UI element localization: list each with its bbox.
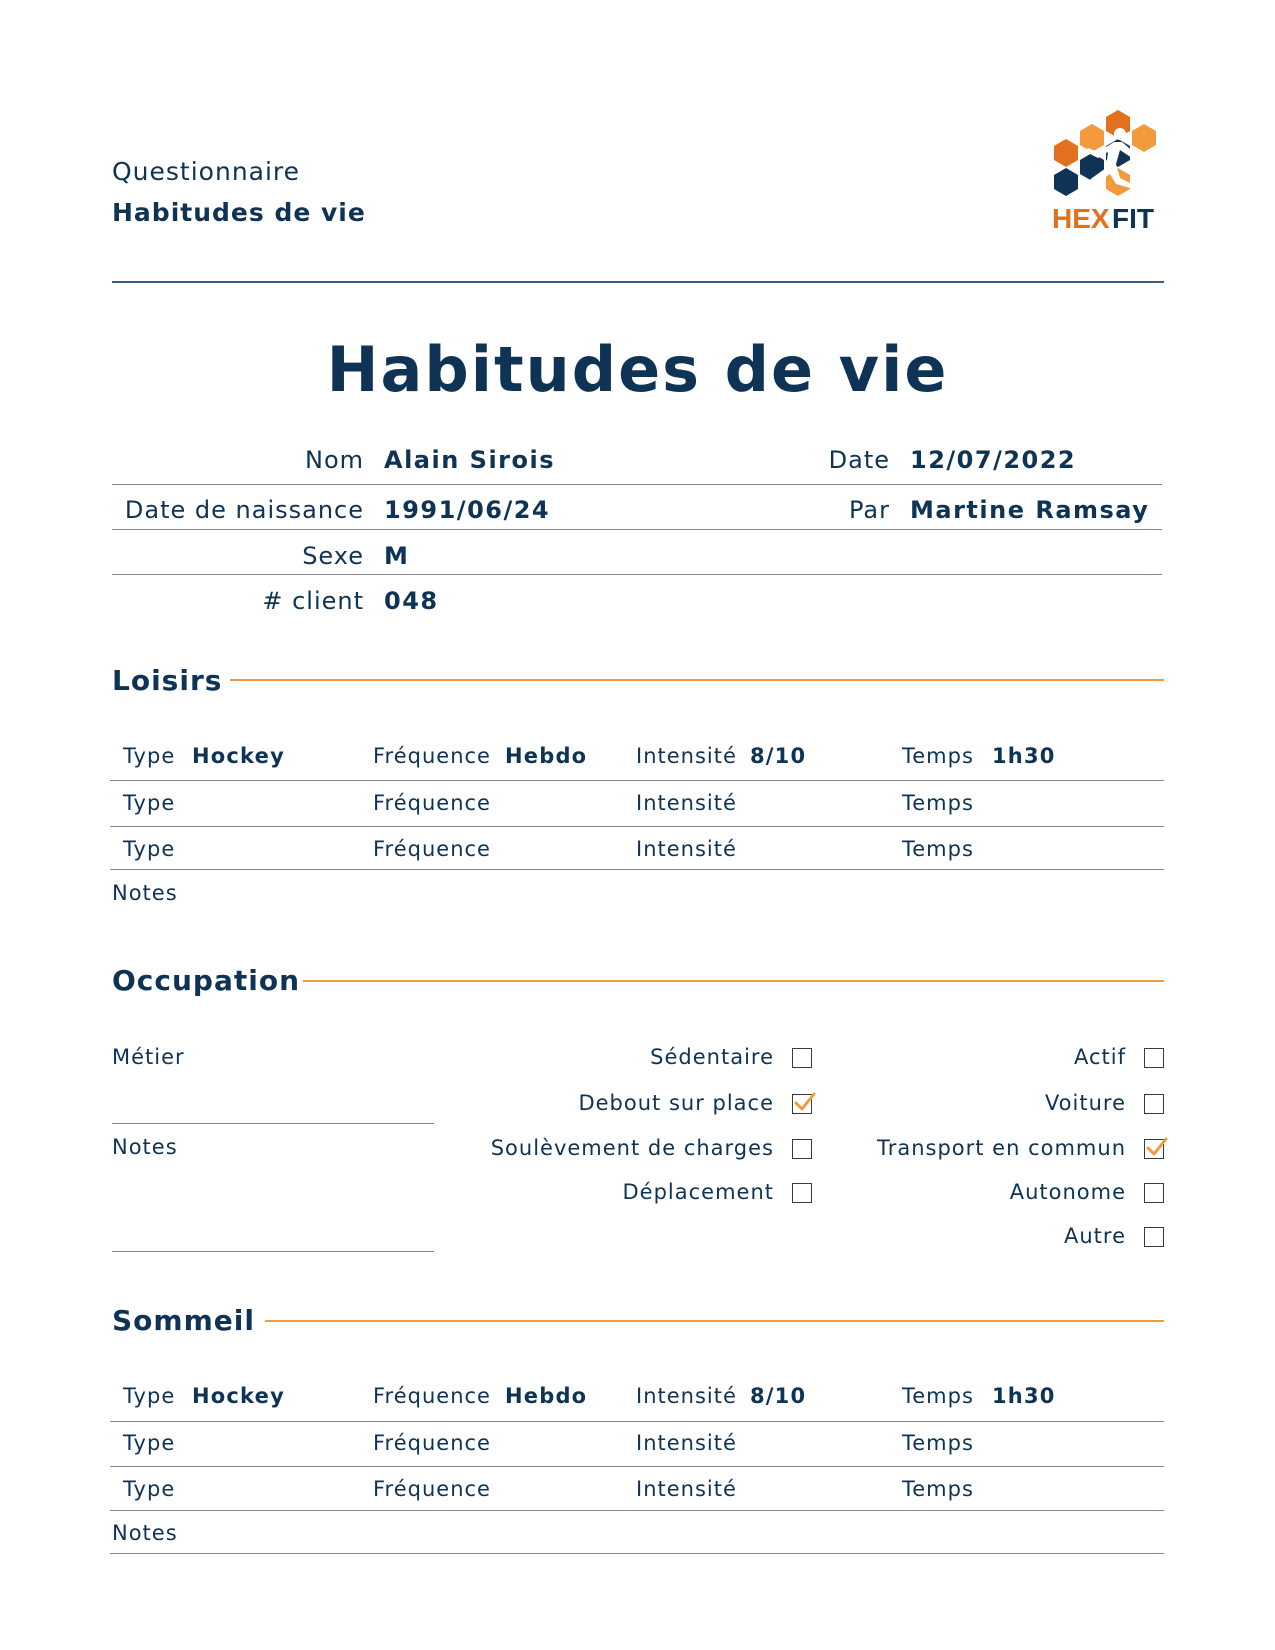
type-label: Type <box>123 744 176 768</box>
checkbox-label-autre: Autre <box>1063 1224 1126 1248</box>
naissance-label: Date de naissance <box>124 496 364 524</box>
par-value[interactable]: Martine Ramsay <box>910 496 1150 524</box>
intensite-value[interactable]: 8/10 <box>750 1384 807 1408</box>
notes-label: Notes <box>112 1521 178 1545</box>
frequence-label: Fréquence <box>373 1431 491 1455</box>
type-label: Type <box>123 837 176 861</box>
temps-label: Temps <box>902 1431 974 1455</box>
row-divider <box>110 780 1164 781</box>
temps-value[interactable]: 1h30 <box>992 744 1056 768</box>
frequence-label: Fréquence <box>373 744 491 768</box>
par-label: Par <box>849 496 890 524</box>
date-label: Date <box>828 446 890 474</box>
checkbox-autonome[interactable] <box>1144 1183 1164 1203</box>
checkbox-label-transport: Transport en commun <box>876 1136 1126 1160</box>
section-title-loisirs: Loisirs <box>112 664 223 697</box>
client-number-value[interactable]: 048 <box>384 587 439 615</box>
type-label: Type <box>123 791 176 815</box>
section-title-occupation: Occupation <box>112 964 301 997</box>
frequence-value[interactable]: Hebdo <box>505 1384 588 1408</box>
page-title: Habitudes de vie <box>326 333 949 406</box>
hexfit-logo <box>1048 108 1170 234</box>
header-divider <box>112 281 1164 283</box>
naissance-value[interactable]: 1991/06/24 <box>384 496 551 524</box>
checkbox-label-autonome: Autonome <box>1009 1180 1126 1204</box>
checkbox-autre[interactable] <box>1144 1227 1164 1247</box>
frequence-label: Fréquence <box>373 791 491 815</box>
row-divider <box>110 1510 1164 1511</box>
temps-label: Temps <box>902 837 974 861</box>
row-divider <box>110 1553 1164 1554</box>
intensite-label: Intensité <box>636 837 737 861</box>
intensite-label: Intensité <box>636 1431 737 1455</box>
temps-label: Temps <box>902 791 974 815</box>
frequence-value[interactable]: Hebdo <box>505 744 588 768</box>
section-rule <box>303 980 1164 982</box>
checkbox-transport-en-commun[interactable] <box>1144 1139 1164 1159</box>
logo-text-fit: FIT <box>1112 203 1154 234</box>
date-value[interactable]: 12/07/2022 <box>910 446 1077 474</box>
frequence-label: Fréquence <box>373 837 491 861</box>
frequence-label: Fréquence <box>373 1477 491 1501</box>
type-label: Type <box>123 1477 176 1501</box>
row-divider <box>110 1421 1164 1422</box>
checkbox-voiture[interactable] <box>1144 1094 1164 1114</box>
temps-value[interactable]: 1h30 <box>992 1384 1056 1408</box>
checkbox-sedentaire[interactable] <box>792 1048 812 1068</box>
checkbox-label-voiture: Voiture <box>1044 1091 1126 1115</box>
row-divider <box>110 869 1164 870</box>
checkbox-soulevement-de-charges[interactable] <box>792 1139 812 1159</box>
checkmark-icon <box>792 1090 816 1114</box>
logo-text-hex: HEX <box>1052 203 1110 234</box>
type-label: Type <box>123 1431 176 1455</box>
checkbox-label-deplacement: Déplacement <box>622 1180 774 1204</box>
metier-label: Métier <box>112 1045 185 1069</box>
section-title-sommeil: Sommeil <box>112 1304 255 1337</box>
checkbox-deplacement[interactable] <box>792 1183 812 1203</box>
checkbox-label-soulevement: Soulèvement de charges <box>490 1136 774 1160</box>
info-divider <box>112 574 1162 575</box>
header-subtitle: Questionnaire <box>112 157 301 186</box>
temps-label: Temps <box>902 744 974 768</box>
row-divider <box>110 826 1164 827</box>
notes-label: Notes <box>112 881 178 905</box>
checkbox-label-debout: Debout sur place <box>578 1091 774 1115</box>
occupation-notes-label: Notes <box>112 1135 178 1159</box>
section-rule <box>230 679 1164 681</box>
type-label: Type <box>123 1384 176 1408</box>
checkbox-actif[interactable] <box>1144 1048 1164 1068</box>
temps-label: Temps <box>902 1384 974 1408</box>
info-divider <box>112 529 1162 530</box>
intensite-label: Intensité <box>636 1384 737 1408</box>
type-value[interactable]: Hockey <box>192 744 285 768</box>
checkbox-debout-sur-place[interactable] <box>792 1094 812 1114</box>
intensite-label: Intensité <box>636 791 737 815</box>
metier-field-line[interactable] <box>112 1123 434 1124</box>
checkbox-label-actif: Actif <box>1073 1045 1126 1069</box>
intensite-label: Intensité <box>636 744 737 768</box>
info-divider <box>112 484 1162 485</box>
intensite-label: Intensité <box>636 1477 737 1501</box>
section-rule <box>265 1320 1164 1322</box>
type-value[interactable]: Hockey <box>192 1384 285 1408</box>
row-divider <box>110 1466 1164 1467</box>
notes-field-line[interactable] <box>112 1251 434 1252</box>
header-title: Habitudes de vie <box>112 198 366 227</box>
sexe-label: Sexe <box>302 542 364 570</box>
client-number-label: # client <box>262 587 364 615</box>
frequence-label: Fréquence <box>373 1384 491 1408</box>
sexe-value[interactable]: M <box>384 542 410 570</box>
intensite-value[interactable]: 8/10 <box>750 744 807 768</box>
checkmark-icon <box>1144 1135 1168 1159</box>
temps-label: Temps <box>902 1477 974 1501</box>
checkbox-label-sedentaire: Sédentaire <box>650 1045 774 1069</box>
hexagon-runner-logo-icon <box>1048 108 1170 234</box>
nom-value[interactable]: Alain Sirois <box>384 446 556 474</box>
nom-label: Nom <box>304 446 364 474</box>
